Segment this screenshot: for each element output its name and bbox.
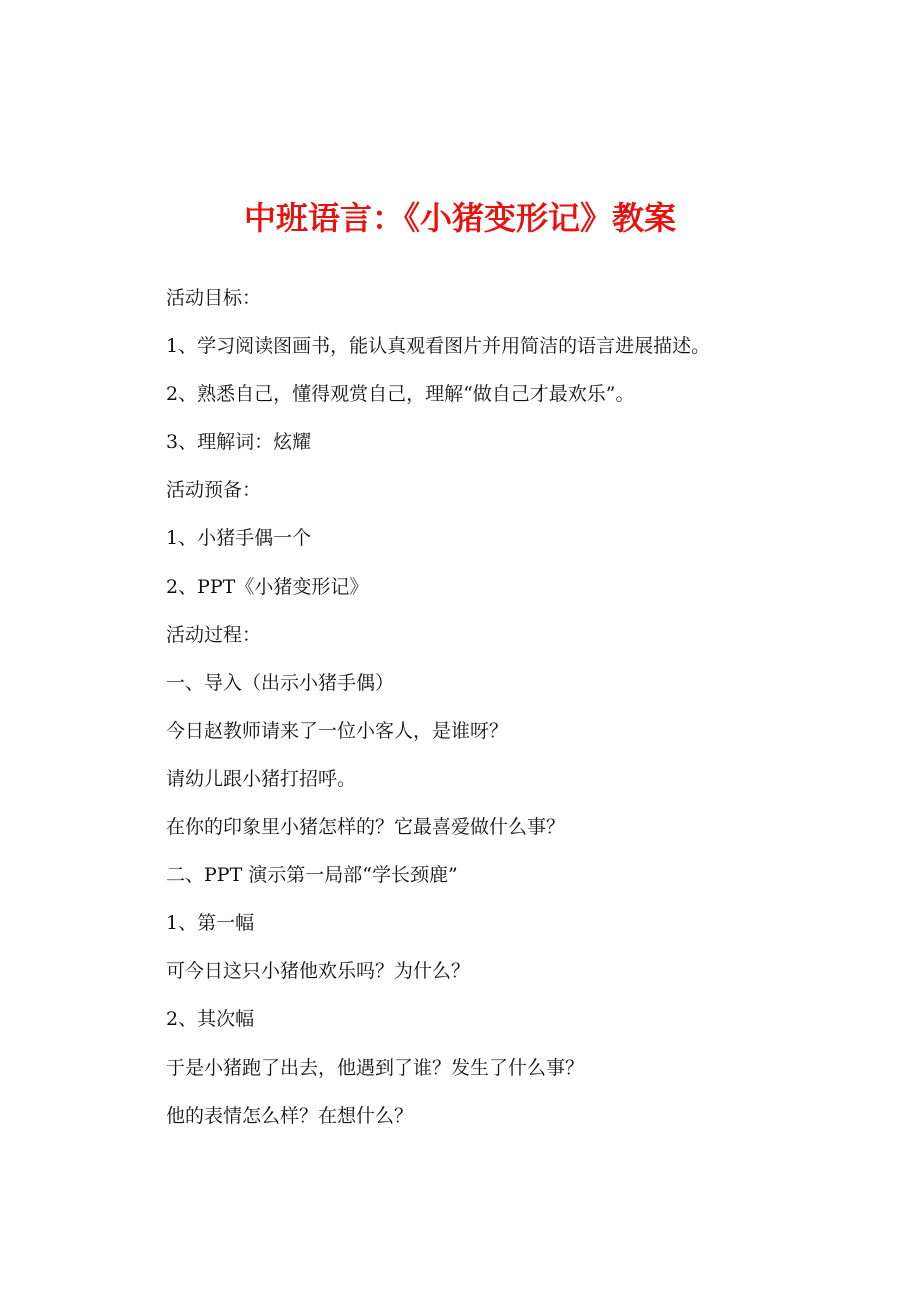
section-heading-process: 活动过程： xyxy=(166,623,262,646)
process-line: 可今日这只小猪他欢乐吗？为什么？ xyxy=(166,960,471,983)
process-step-1-heading: 一、导入（出示小猪手偶） xyxy=(166,671,395,694)
section-heading-goals: 活动目标： xyxy=(166,287,262,309)
goal-item-2: 2、熟悉自己，懂得观赏自己，理解“做自己才最欢乐”。 xyxy=(166,383,635,406)
process-line: 请幼儿跟小猪打招呼。 xyxy=(166,767,357,790)
process-line: 今日赵教师请来了一位小客人，是谁呀？ xyxy=(166,719,509,742)
process-subitem-2: 2、其次幅 xyxy=(166,1008,255,1031)
preparation-item-1: 1、小猪手偶一个 xyxy=(166,527,312,550)
process-step-2-heading: 二、PPT 演示第一局部“学长颈鹿” xyxy=(166,864,458,887)
process-line: 于是小猪跑了出去，他遇到了谁？发生了什么事？ xyxy=(166,1056,585,1079)
document-title: 中班语言：《小猪变形记》教案 xyxy=(243,199,676,237)
document-body xyxy=(166,283,846,1149)
process-subitem-1: 1、第一幅 xyxy=(166,912,255,935)
section-heading-preparation: 活动预备： xyxy=(166,479,262,502)
goal-item-3: 3、理解词：炫耀 xyxy=(166,431,312,454)
process-line: 在你的印象里小猪怎样的？它最喜爱做什么事？ xyxy=(166,816,566,839)
preparation-item-2: 2、PPT《小猪变形记》 xyxy=(166,575,369,598)
goal-item-1: 1、学习阅读图画书，能认真观看图片并用简洁的语言进展描述。 xyxy=(166,335,711,358)
process-line: 他的表情怎么样？在想什么？ xyxy=(166,1104,414,1127)
